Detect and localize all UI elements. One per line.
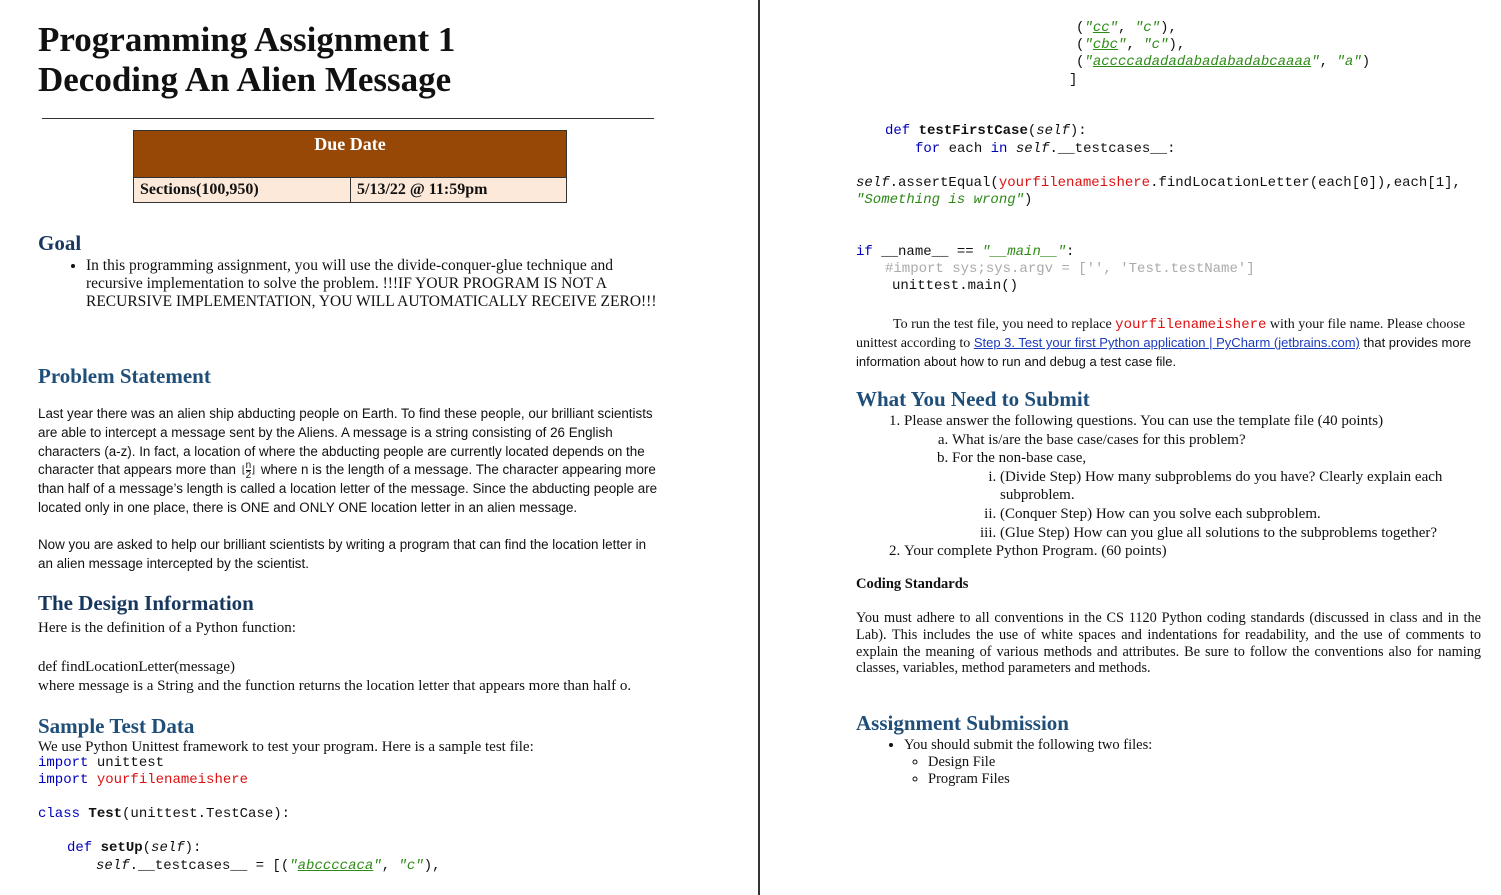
due-date-header: Due Date [134,131,567,178]
code-punct: ) [1024,192,1033,208]
design-description: where message is a String and the function returns the location letter that appears more than half o. [38,678,632,694]
code-punct: ), [1168,37,1186,53]
code-punct: , [1118,20,1135,36]
sample-heading: Sample Test Data [38,714,195,738]
code-assert-msg [856,192,1032,209]
code-punct: " [289,858,298,874]
code-tc4: ("accccadadadabadabadabcaaaa", "a") [1076,54,1371,70]
code-class-line [38,806,290,823]
code-string: cbc [1092,37,1119,53]
coding-heading: Coding Standards [856,576,969,592]
goal-heading: Goal [38,231,82,255]
submit-item-1-text: Please answer the following questions. You can use the template file (40 points) [904,413,1384,429]
submit-item-i: i. (Divide Step) How many subproblems do you have? Clearly explain each subproblem. [1000,468,1496,505]
code-punct: ( [1027,123,1037,139]
code-self: self [1015,141,1050,157]
problem-paragraph-1 [38,405,660,518]
code-string: "c" [1143,37,1169,53]
assign-list-wrap [856,737,1476,788]
sample-intro: We use Python Unittest framework to test your program. Here is a sample test file: [38,739,534,755]
code-kw: def [67,840,93,856]
code-fn: testFirstCase [918,123,1028,139]
code-punct: " [1109,20,1119,36]
code-if-main [856,244,1074,261]
code-def-setup [67,840,201,857]
code-punct: , [1126,37,1144,53]
page-divider [758,0,760,895]
code-string: accccadadadabadabadabcaaaa [1092,54,1312,70]
problem-text-1: Last year there was an alien ship abducting people on Earth. To find these people, our brilliant scientists are able to intercept a message sent by the Aliens. A message is a string consisting of 26 English characters (a-z). In fact, a location of where the abducting people are currently located depends on the character that appears more than [38,406,653,478]
design-heading: The Design Information [38,591,254,615]
coding-text: You must adhere to all conventions in the CS 1120 Python coding standards (discussed in class and in the Lab). This includes the use of white spaces and indentations for readability, and the use of comments to explain the meaning of various methods and attributes. Be sure to follow the conventions also for naming classes, variables, method parameters and methods. [856,610,1481,677]
frac-num: n [245,460,252,472]
code-text: .findLocationLetter(each[0]),each[1], [1150,175,1461,191]
code-punct: , [381,858,399,874]
code-kw: import [38,772,89,788]
code-punct: " [373,858,382,874]
problem-heading: Problem Statement [38,364,211,388]
file-design: ◦ Design File [928,754,1476,771]
code-class-name: Test [88,806,123,822]
code-string: "a" [1336,54,1362,70]
assign-item-text: You should submit the following two files: [904,737,1153,753]
submit-item-ii: ii. (Conquer Step) How can you solve each subproblem. [1000,505,1496,524]
code-testcases-line [96,858,441,875]
run-text-2: with your file name. Please choose unittest according to [856,317,1466,351]
document-title [38,20,455,100]
code-kw: def [885,123,911,139]
assign-heading: Assignment Submission [856,711,1069,735]
code-punct: ), [1160,20,1177,36]
code-string: cc [1092,20,1110,36]
code-import-unittest [38,755,164,772]
submit-item-a: a. What is/are the base case/cases for this problem? [952,431,1496,450]
submit-item-b [952,449,1496,542]
submit-item-b-text: For the non-base case, [952,450,1087,467]
code-for-line [915,141,1176,158]
code-kw: class [38,806,81,822]
code-fn: setUp [100,840,143,856]
design-signature: def findLocationLetter(message) [38,659,235,675]
code-kw: if [856,244,873,260]
submit-list [856,412,1496,561]
code-text: .assertEqual( [889,175,999,191]
code-tc2: ("cc", "c"), [1076,20,1177,36]
code-comment: #import sys;sys.argv = ['', 'Test.testName'] [885,261,1255,277]
code-punct: ): [1069,123,1087,139]
title-line-2: Decoding An Alien Message [38,60,452,99]
code-punct: , [1319,54,1337,70]
pycharm-link[interactable]: Step 3. Test your first Python application | PyCharm (jetbrains.com) [973,335,1360,350]
code-self: self [856,175,890,191]
code-import-yourfile [38,772,248,789]
code-text: __name__ == [872,244,983,260]
code-string: "__main__" [982,244,1067,260]
code-module: yourfilenameishere [998,175,1151,191]
frac-den: 2 [245,470,252,482]
goal-item: • In this programming assignment, you will use the divide-conquer-glue technique and recursive implementation to solve the problem. !!!IF YOUR PROGRAM IS NOT A RECURSIVE IMPLEMENTATION, YOU WILL AUTOMATICALLY RECEIVE ZERO!!! [86,257,666,312]
code-text: .__testcases__: [1049,141,1176,157]
submit-item-1 [904,412,1496,542]
goal-list [60,257,666,312]
code-kw: import [38,755,89,771]
design-intro: Here is the definition of a Python function: [38,620,296,636]
submit-item-2: 2. Your complete Python Program. (60 points) [904,542,1496,561]
due-section-cell: Sections(100,950) [134,178,351,203]
run-filename: yourfilenameishere [1115,317,1267,333]
code-self: self [151,840,185,856]
problem-paragraph-2: Now you are asked to help our brilliant scientists by writing a program that can find the location letter in an alien message intercepted by the scientist. [38,537,647,571]
run-instructions [856,316,1486,372]
code-text: .__testcases__ = [( [129,858,290,874]
code-close-bracket: ] [1069,72,1078,88]
code-unittest-main: unittest.main() [892,278,1019,294]
half-n-fraction: ⌊ $\frac{n}{2}$ ⌋ [241,460,256,482]
code-text: (unittest.TestCase): [122,806,291,822]
submit-item-iii: iii. (Glue Step) How can you glue all solutions to the subproblems together? [1000,524,1496,543]
right-page [761,0,1501,895]
code-def-test [885,123,1087,140]
code-punct: " [1084,37,1093,53]
submit-list-wrap [856,412,1496,561]
code-punct: " [1118,37,1127,53]
files-list [904,754,1476,788]
code-module: yourfilenameishere [96,772,249,788]
code-punct: : [1066,244,1075,260]
due-value-cell: 5/13/22 @ 11:59pm [351,178,567,203]
code-string: "Something is wrong" [856,192,1025,208]
file-program: ◦ Program Files [928,771,1476,788]
code-string: abccccaca [297,858,374,874]
code-punct: ( [142,840,152,856]
code-punct: ): [184,840,202,856]
code-kw: for [915,141,941,157]
code-kw: in [990,141,1008,157]
problem-text-2: where n is the length of a message. The character appearing more than half of a message’s length is called a location letter of the message. Since the abducting people are located only in one place, there is ONE and ONLY ONE location letter in an alien message. [38,462,658,516]
code-punct: " [1084,54,1093,70]
submit-sublist [904,431,1496,543]
code-self: self [1036,123,1070,139]
title-line-1: Programming Assignment 1 [38,20,456,59]
code-assert-line [856,175,1461,192]
code-text: each [940,141,991,157]
code-punct: " [1084,20,1093,36]
run-text-1: To run the test file, you need to replace [893,317,1116,332]
code-self: self [96,858,130,874]
submit-roman-list [952,468,1496,542]
title-rule [42,118,654,119]
code-punct: ), [423,858,441,874]
code-tc3: ("cbc", "c"), [1076,37,1186,53]
code-string: "c" [1134,20,1161,36]
code-string: "c" [398,858,424,874]
code-punct: " [1311,54,1320,70]
submit-heading: What You Need to Submit [856,387,1090,411]
assign-list [856,737,1476,788]
run-text-3: that provides more information about how to run and debug a test case file. [856,335,1472,369]
code-text: unittest [88,755,165,771]
due-date-table [133,130,567,203]
assign-item [904,737,1476,788]
